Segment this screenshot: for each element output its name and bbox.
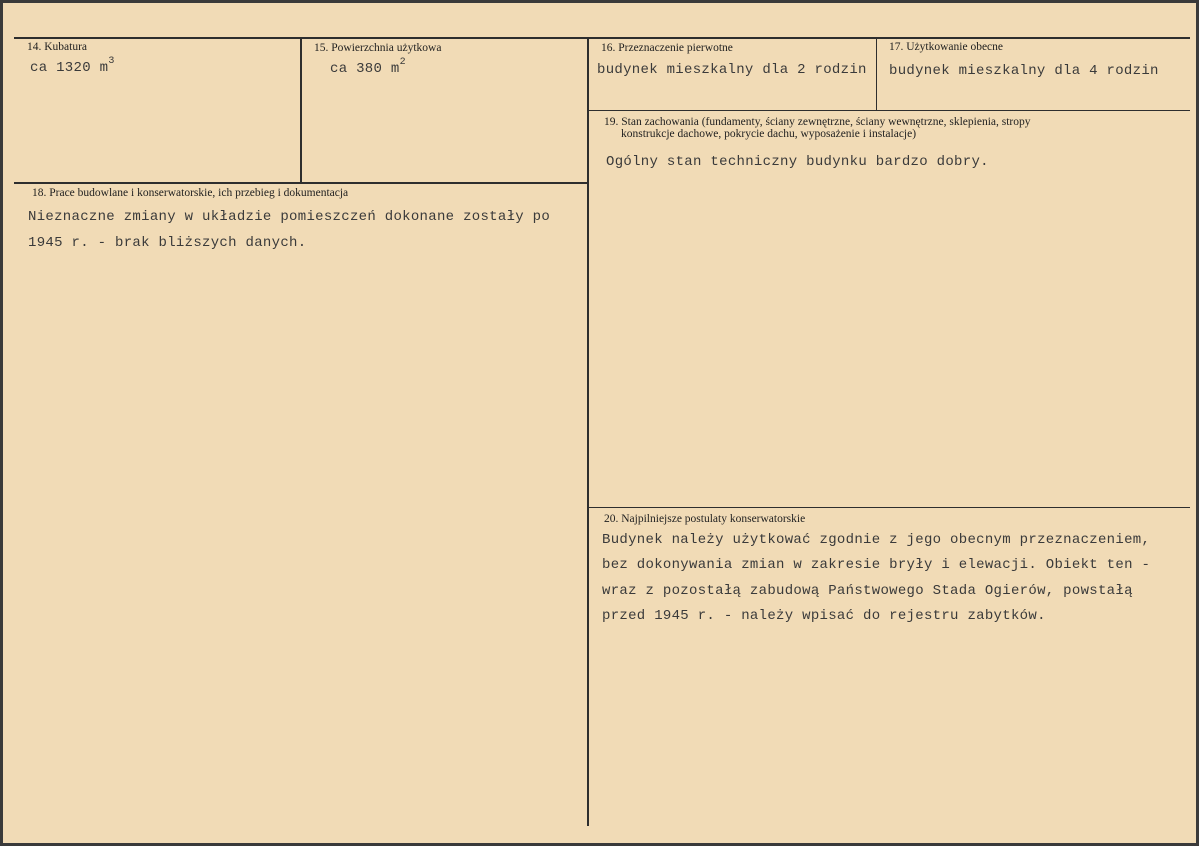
rule-above-20 <box>588 507 1190 508</box>
field-15-value-text: ca 380 m <box>330 61 400 77</box>
field-14-value-text: ca 1320 m <box>30 60 109 76</box>
scan-edge-top <box>0 0 1199 3</box>
divider-16-17 <box>876 38 877 110</box>
field-14-value-exponent: 3 <box>108 56 115 67</box>
field-15-label: 15. Powierzchnia użytkowa <box>314 42 442 54</box>
field-18-line-2: 1945 r. - brak bliższych danych. <box>28 235 307 251</box>
field-18-label: 18. Prace budowlane i konserwatorskie, ich przebieg i dokumentacja <box>32 187 349 199</box>
field-20-line-2: bez dokonywania zmian w zakresie bryły i elewacji. Obiekt ten - <box>602 557 1151 573</box>
field-20-line-1: Budynek należy użytkować zgodnie z jego obecnym przeznaczeniem, <box>602 532 1151 548</box>
field-20-line-4: przed 1945 r. - należy wpisać do rejestru zabytków. <box>602 608 1046 624</box>
field-20-label: 20. Najpilniejsze postulaty konserwatorskie <box>604 513 806 525</box>
field-16-label: 16. Przeznaczenie pierwotne <box>601 42 733 54</box>
field-20-line-3: wraz z pozostałą zabudową Państwowego Stada Ogierów, powstałą <box>602 583 1133 599</box>
scan-edge-left <box>0 0 3 846</box>
field-17-value: budynek mieszkalny dla 4 rodzin <box>889 63 1159 79</box>
field-19-value: Ogólny stan techniczny budynku bardzo dobry. <box>606 154 989 170</box>
field-18-line-1: Nieznaczne zmiany w układzie pomieszczeń dokonane zostały po <box>28 209 551 225</box>
field-15-value <box>330 57 406 77</box>
divider-14-15 <box>300 38 302 182</box>
field-15-value-exponent: 2 <box>399 57 406 68</box>
field-19-label-line-2: konstrukcje dachowe, pokrycie dachu, wyposażenie i instalacje) <box>621 128 917 140</box>
divider-15-16 <box>587 38 589 826</box>
rule-under-16-17 <box>588 110 1190 111</box>
top-rule <box>14 37 1190 39</box>
field-16-value: budynek mieszkalny dla 2 rodzin <box>597 62 867 78</box>
field-17-label: 17. Użytkowanie obecne <box>889 41 1004 53</box>
rule-under-14-15 <box>14 182 588 184</box>
field-19-label-line-1: 19. Stan zachowania (fundamenty, ściany zewnętrzne, ściany wewnętrzne, sklepienia, stropy <box>604 116 1031 128</box>
field-14-label: 14. Kubatura <box>27 41 88 53</box>
field-14-value <box>30 56 115 76</box>
